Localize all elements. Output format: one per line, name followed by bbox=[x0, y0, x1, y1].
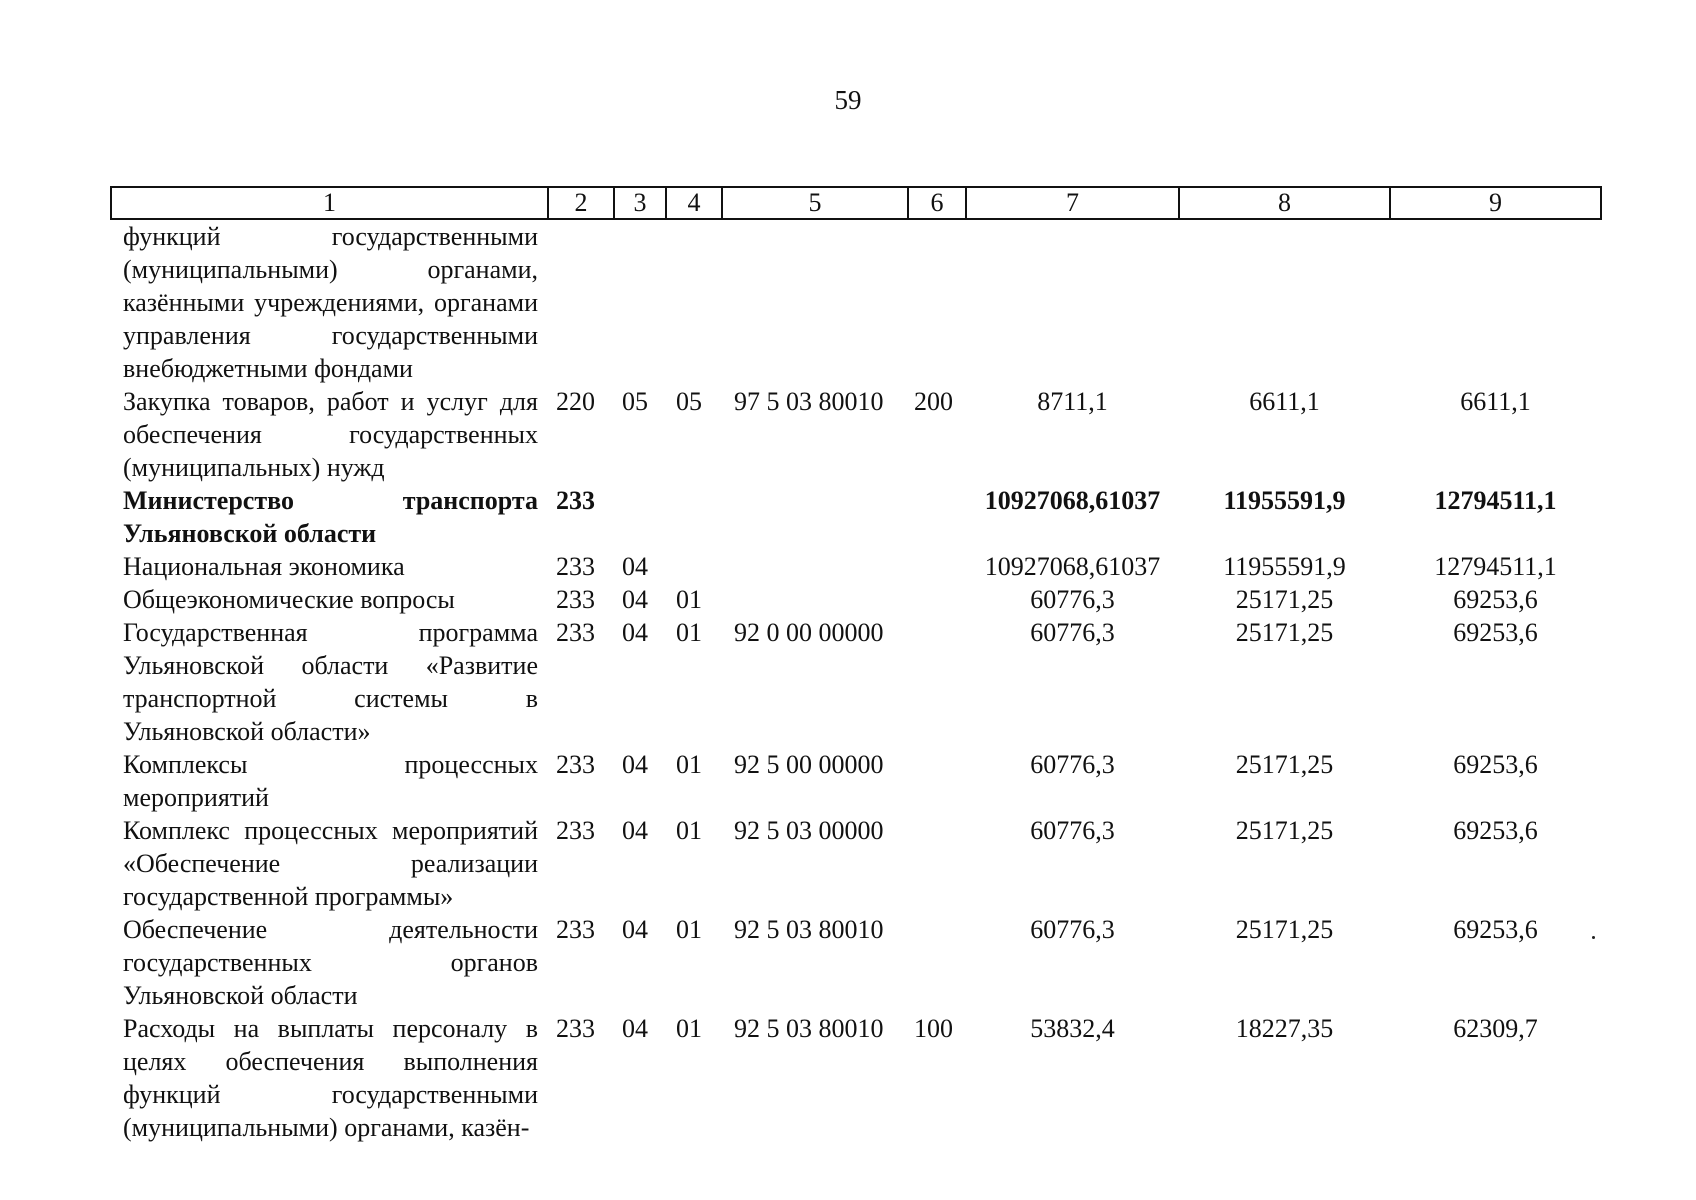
cell-amount-7: 10927068,61037 bbox=[984, 552, 1161, 581]
cell-code-2: 233 bbox=[556, 585, 595, 614]
cell-code-4: 01 bbox=[676, 585, 702, 614]
cell-amount-7: 53832,4 bbox=[1030, 1014, 1115, 1043]
cell-amount-7: 60776,3 bbox=[1030, 585, 1115, 614]
cell-code-6 bbox=[908, 484, 966, 550]
cell-amount-8: 11955591,9 bbox=[1223, 486, 1346, 515]
cell-code-4: 01 bbox=[676, 816, 702, 845]
cell-amount-9: 6611,1 bbox=[1460, 387, 1531, 416]
cell-amount-8 bbox=[1179, 219, 1390, 385]
row-name: Закупка товаров, работ и услуг для обеспечения государственных (муниципальных) нужд bbox=[123, 387, 538, 482]
cell-amount-9: 12794511,1 bbox=[1434, 552, 1557, 581]
cell-amount-8: 25171,25 bbox=[1235, 816, 1334, 845]
cell-code-4: 01 bbox=[676, 1014, 702, 1043]
cell-amount-8: 25171,25 bbox=[1235, 618, 1334, 647]
cell-code-3: 04 bbox=[622, 618, 648, 647]
table-row bbox=[111, 583, 1601, 616]
cell-code-2: 233 bbox=[556, 750, 595, 779]
row-name: Общеэкономические вопросы bbox=[123, 585, 455, 614]
cell-code-2: 233 bbox=[556, 618, 595, 647]
cell-amount-9: 69253,6 bbox=[1453, 618, 1538, 647]
header-cell: 6 bbox=[908, 187, 966, 219]
cell-code-3: 04 bbox=[622, 1014, 648, 1043]
table-row bbox=[111, 913, 1601, 1012]
cell-code-3 bbox=[614, 219, 666, 385]
cell-code-6 bbox=[908, 814, 966, 913]
table-row bbox=[111, 814, 1601, 913]
cell-amount-9: 12794511,1 bbox=[1434, 486, 1557, 515]
page-number: 59 bbox=[834, 85, 862, 115]
cell-code-4: 05 bbox=[676, 387, 702, 416]
cell-code-3: 04 bbox=[622, 915, 648, 944]
cell-code-4 bbox=[666, 484, 722, 550]
cell-code-3: 04 bbox=[622, 750, 648, 779]
header-cell: 5 bbox=[722, 187, 908, 219]
row-name: Комплексы процессных мероприятий bbox=[123, 750, 538, 812]
cell-code-6: 100 bbox=[914, 1014, 953, 1043]
cell-amount-9: 69253,6 bbox=[1453, 585, 1538, 614]
table-row bbox=[111, 484, 1601, 550]
cell-code-5 bbox=[722, 484, 908, 550]
cell-code-2: 233 bbox=[556, 1014, 595, 1043]
cell-code-5 bbox=[722, 219, 908, 385]
cell-amount-7: 60776,3 bbox=[1030, 816, 1115, 845]
cell-code-3: 05 bbox=[622, 387, 648, 416]
cell-code-2: 233 bbox=[556, 552, 595, 581]
row-name: Государственная программа Ульяновской области «Развитие транспортной системы в Ульяновской области» bbox=[123, 618, 538, 746]
table-row bbox=[111, 385, 1601, 484]
cell-amount-7: 8711,1 bbox=[1037, 387, 1108, 416]
row-name: Министерство транспорта Ульяновской области bbox=[123, 486, 538, 548]
table-row bbox=[111, 616, 1601, 748]
cell-amount-8: 18227,35 bbox=[1235, 1014, 1334, 1043]
row-name: Комплекс процессных мероприятий «Обеспечение реализации государственной программы» bbox=[123, 816, 538, 911]
table-row bbox=[111, 550, 1601, 583]
cell-amount-8: 6611,1 bbox=[1249, 387, 1320, 416]
cell-amount-7: 60776,3 bbox=[1030, 750, 1115, 779]
cell-code-6 bbox=[908, 616, 966, 748]
cell-amount-9: 69253,6 bbox=[1453, 816, 1538, 845]
cell-code-2: 220 bbox=[556, 387, 595, 416]
cell-code-6: 200 bbox=[914, 387, 953, 416]
cell-amount-9: 62309,7 bbox=[1453, 1014, 1538, 1043]
cell-amount-7 bbox=[966, 219, 1179, 385]
budget-table bbox=[110, 186, 1602, 1144]
header-cell: 7 bbox=[966, 187, 1179, 219]
row-name: Расходы на выплаты персоналу в целях обеспечения выполнения функций государственными (муниципальными) органами, казён- bbox=[123, 1014, 538, 1142]
cell-code-4: 01 bbox=[676, 618, 702, 647]
cell-code-3: 04 bbox=[622, 552, 648, 581]
cell-code-2 bbox=[548, 219, 614, 385]
cell-code-2: 233 bbox=[556, 915, 595, 944]
cell-code-4 bbox=[666, 550, 722, 583]
cell-code-6 bbox=[908, 913, 966, 1012]
cell-code-4: 01 bbox=[676, 915, 702, 944]
cell-amount-7: 60776,3 bbox=[1030, 915, 1115, 944]
cell-code-5: 92 5 03 80010 bbox=[734, 1014, 884, 1043]
cell-amount-9: 69253,6 bbox=[1453, 915, 1538, 944]
cell-amount-9: 69253,6 bbox=[1453, 750, 1538, 779]
cell-amount-9 bbox=[1390, 219, 1601, 385]
cell-code-6 bbox=[908, 583, 966, 616]
cell-code-5: 92 0 00 00000 bbox=[734, 618, 884, 647]
header-cell: 4 bbox=[666, 187, 722, 219]
cell-code-5: 92 5 03 80010 bbox=[734, 915, 884, 944]
header-cell: 3 bbox=[614, 187, 666, 219]
cell-amount-7: 10927068,61037 bbox=[984, 486, 1161, 515]
cell-code-6 bbox=[908, 748, 966, 814]
row-name: Обеспечение деятельности государственных органов Ульяновской области bbox=[123, 915, 538, 1010]
cell-code-4: 01 bbox=[676, 750, 702, 779]
cell-amount-8: 11955591,9 bbox=[1223, 552, 1346, 581]
table-row bbox=[111, 748, 1601, 814]
cell-code-5 bbox=[722, 583, 908, 616]
cell-code-5: 92 5 03 00000 bbox=[734, 816, 884, 845]
table-row bbox=[111, 1012, 1601, 1144]
cell-code-3: 04 bbox=[622, 816, 648, 845]
cell-code-6 bbox=[908, 550, 966, 583]
cell-code-5: 97 5 03 80010 bbox=[734, 387, 884, 416]
cell-code-4 bbox=[666, 219, 722, 385]
cell-code-3: 04 bbox=[622, 585, 648, 614]
cell-code-5 bbox=[722, 550, 908, 583]
cell-amount-7: 60776,3 bbox=[1030, 618, 1115, 647]
table-row bbox=[111, 219, 1601, 385]
cell-amount-8: 25171,25 bbox=[1235, 915, 1334, 944]
row-name: Национальная экономика bbox=[123, 552, 405, 581]
header-cell: 1 bbox=[111, 187, 548, 219]
table-header-row bbox=[111, 187, 1601, 219]
cell-code-2: 233 bbox=[556, 486, 595, 515]
scan-speck bbox=[1592, 936, 1595, 939]
header-cell: 2 bbox=[548, 187, 614, 219]
cell-amount-8: 25171,25 bbox=[1235, 750, 1334, 779]
cell-code-5: 92 5 00 00000 bbox=[734, 750, 884, 779]
row-name: функций государственными (муниципальными) органами, казёнными учреждениями, органами управления государственными внебюджетными фондами bbox=[123, 222, 538, 383]
header-cell: 9 bbox=[1390, 187, 1601, 219]
cell-code-6 bbox=[908, 219, 966, 385]
cell-code-3 bbox=[614, 484, 666, 550]
cell-amount-8: 25171,25 bbox=[1235, 585, 1334, 614]
cell-code-2: 233 bbox=[556, 816, 595, 845]
header-cell: 8 bbox=[1179, 187, 1390, 219]
